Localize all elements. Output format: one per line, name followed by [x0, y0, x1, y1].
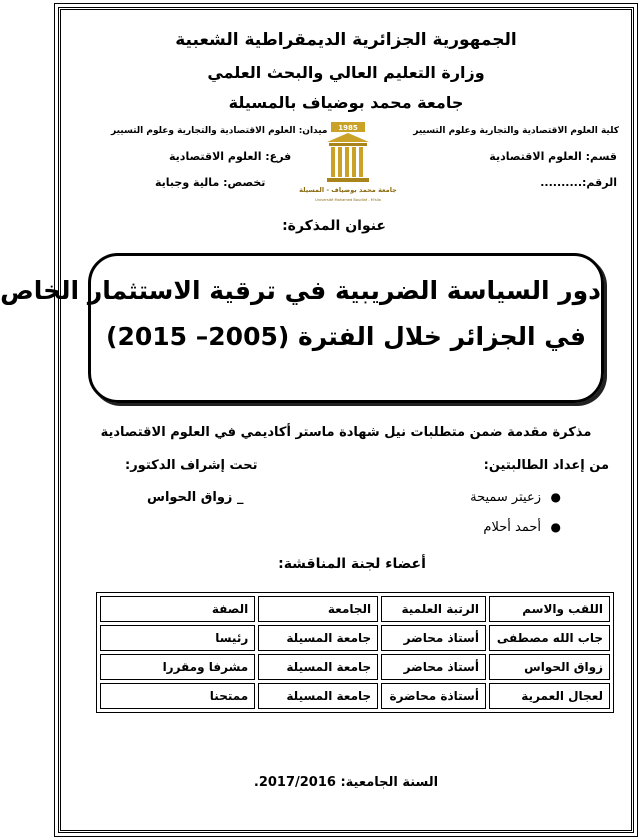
committee-title: أعضاء لجنة المناقشة: — [278, 556, 426, 572]
number-label: الرقم:.......... — [540, 176, 617, 189]
header-name: اللقب والاسم — [489, 596, 610, 622]
table-row — [100, 654, 610, 680]
cell-role: مشرفا ومقررا — [100, 654, 255, 680]
table-row — [100, 625, 610, 651]
logo-year: 1985 — [338, 124, 358, 132]
header-rank: الرتبة العلمية — [381, 596, 486, 622]
cell-rank: أستاذ محاضر — [381, 625, 486, 651]
cell-university: جامعة المسيلة — [258, 654, 378, 680]
cell-role: ممتحنا — [100, 683, 255, 709]
table-row — [100, 683, 610, 709]
cell-rank: أستاذة محاضرة — [381, 683, 486, 709]
memo-title-label: عنوان المذكرة: — [282, 218, 386, 234]
branch-label: فرع: العلوم الاقتصادية — [169, 150, 292, 163]
bullet-icon: ● — [550, 520, 561, 534]
cell-university: جامعة المسيلة — [258, 625, 378, 651]
logo-latin-name: Université Mohamed Boudiaf - M'sila — [315, 198, 381, 202]
republic-heading: الجمهورية الجزائرية الديمقراطية الشعبية — [175, 30, 517, 50]
cell-rank: أستاذ محاضر — [381, 654, 486, 680]
university-logo — [299, 122, 397, 208]
thesis-title-line1: دور السياسة الضريبية في ترقية الاستثمار الخاص — [0, 276, 601, 305]
faculty-label: كلية العلوم الاقتصادية والتجارية وعلوم التسيير — [413, 126, 619, 136]
supervisor-name: _ زواق الحواس — [147, 490, 244, 505]
memo-subtitle: مذكرة مقدمة ضمن متطلبات نيل شهادة ماستر أكاديمي في العلوم الاقتصادية — [100, 425, 592, 440]
cell-name: جاب الله مصطفى — [489, 625, 610, 651]
student-name-1: زعيتر سميحة — [470, 490, 541, 505]
academic-year: السنة الجامعية: 2017/2016. — [253, 775, 439, 790]
header-role: الصفة — [100, 596, 255, 622]
ministry-heading: وزارة التعليم العالي والبحث العلمي — [207, 63, 485, 82]
cell-role: رئيسا — [100, 625, 255, 651]
cell-name: لعجال العمرية — [489, 683, 610, 709]
supervision-label: تحت إشراف الدكتور: — [125, 458, 258, 473]
university-heading: جامعة محمد بوضياف بالمسيلة — [228, 93, 464, 112]
thesis-title-box — [0, 253, 604, 403]
table-header-row — [100, 596, 610, 622]
department-label: قسم: العلوم الاقتصادية — [489, 150, 617, 163]
bullet-icon: ● — [550, 490, 561, 504]
thesis-title-line2: في الجزائر خلال الفترة (2005– 2015) — [106, 322, 586, 351]
student-name-2: أحمد أحلام — [483, 520, 541, 535]
cell-name: زواق الحواس — [489, 654, 610, 680]
cell-university: جامعة المسيلة — [258, 683, 378, 709]
specialty-label: تخصص: مالية وجباية — [155, 176, 266, 189]
committee-table — [96, 592, 614, 713]
field-label: ميدان: العلوم الاقتصادية والتجارية وعلوم التسيير — [111, 126, 328, 136]
header-university: الجامعة — [258, 596, 378, 622]
prepared-by-label: من إعداد الطالبتين: — [483, 458, 609, 473]
logo-arabic-name: جامعة محمد بوضياف - المسيلة — [299, 186, 397, 194]
